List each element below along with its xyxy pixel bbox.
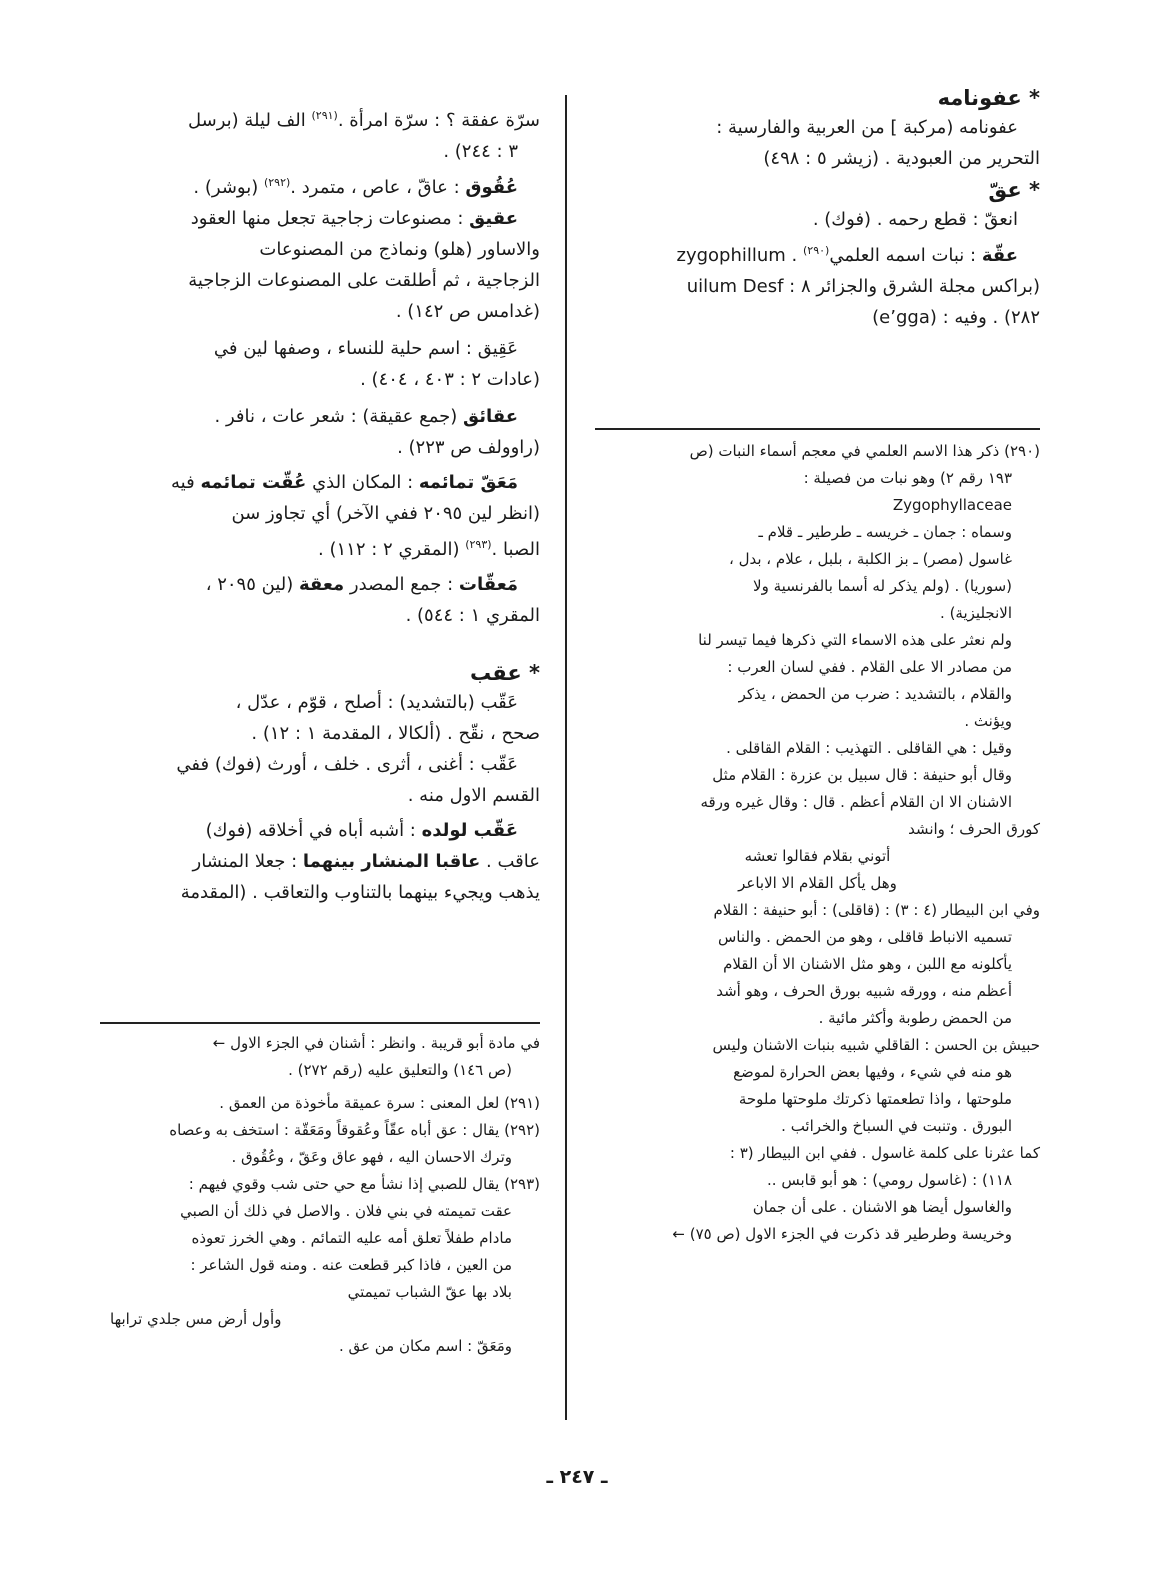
footnote-line: تسميه الانباط قاقلى ، وهو من الحمض . والناس xyxy=(717,928,1012,946)
entry-heading: * عقّ xyxy=(988,178,1040,202)
text-segment: في مادة أبو قريبة . وانظر : أشنان في الجزء الاول xyxy=(230,1034,540,1052)
text-line: عَقّب : أغنى ، أثرى . خلف ، أورث (فوك) ففي xyxy=(176,754,518,775)
text-line: التحرير من العبودية . (زيشر ٥ : ٤٩٨) xyxy=(763,148,1040,169)
footnote-line: هو منه في شيء ، وفيها بعض الحرارة لموضع xyxy=(733,1063,1012,1081)
footnote-line: ١١٨) : (غاسول رومي) : هو أبو قابس .. xyxy=(767,1171,1012,1189)
text-line: القسم الاول منه . xyxy=(407,785,540,806)
footnote-line: من مصادر الا على القلام . ففي لسان العرب : xyxy=(727,658,1012,676)
text-segment: سرّة عفقة ؟ : سرّة امرأة . xyxy=(337,110,540,131)
footnote-line: كورق الحرف ؛ وانشد xyxy=(908,820,1040,838)
footnote-line: البورق . وتنبت في السباخ والخرائب . xyxy=(781,1117,1012,1135)
footnote-line: (٢٩٠) ذكر هذا الاسم العلمي في معجم أسماء النبات (ص xyxy=(689,442,1040,460)
entry-heading: * عقب xyxy=(470,661,540,685)
footnote-line: وترك الاحسان اليه ، فهو عاق وعَقّ ، وعُقُوق . xyxy=(231,1148,512,1166)
right-footnotes xyxy=(595,438,1040,1248)
text-line xyxy=(590,271,1040,302)
text-segment: الف ليلة (برسل xyxy=(188,110,312,131)
footnote-line: (سوريا) . (ولم يذكر له أسما بالفرنسية ولا xyxy=(753,577,1012,595)
headword: مَعقّات xyxy=(458,574,518,595)
footnote-line: (٢٩٢) يقال : عق أباه عقّاً وعُقوقاً ومَعَقّة : استخف به وعصاه xyxy=(169,1121,540,1139)
text-line: والاساور (هلو) ونماذج من المصنوعات xyxy=(259,239,540,260)
headword: عَقّب لولده xyxy=(421,820,518,841)
footnote-line: (ص ١٤٦) والتعليق عليه (رقم ٢٧٢) . xyxy=(288,1061,512,1079)
page-number: ـ ٢٤٧ ـ xyxy=(546,1466,608,1488)
latin-term: (e’gga) xyxy=(872,307,937,328)
footnote-line: وسماه : جمان ـ خريسه ـ طرطير ـ قلام ـ xyxy=(758,523,1012,541)
text-line: يذهب ويجيء بينهما بالتناوب والتعاقب . (المقدمة xyxy=(180,882,540,903)
footnote-line: والقلام ، بالتشديد : ضرب من الحمض ، يذكر xyxy=(738,685,1012,703)
text-line: الزجاجية ، ثم أطلقت على المصنوعات الزجاجية xyxy=(188,270,540,291)
footnote-separator-left xyxy=(100,1022,540,1024)
footnote-line: الانجليزية) . xyxy=(940,604,1012,622)
text-segment: عاقب . xyxy=(480,851,540,872)
footnote-line: والغاسول أيضا هو الاشنان . على أن جمان xyxy=(752,1198,1012,1216)
left-column xyxy=(95,100,540,908)
footnote-line: ١٩٣ رقم ٢) وهو نبات من فصيلة : xyxy=(803,469,1012,487)
footnote-line: أعظم منه ، وورقه شبيه بورق الحرف ، وهو أشد xyxy=(716,982,1012,1000)
text-line xyxy=(95,815,540,846)
text-line xyxy=(95,401,540,432)
footnote-marker: (٢٩١) xyxy=(311,109,338,122)
text-segment: : نبات اسمه العلمي xyxy=(829,245,982,266)
footnote-marker: (٢٩٣) xyxy=(465,538,492,551)
text-line: (عادات ٢ : ٤٠٣ ، ٤٠٤) . xyxy=(360,369,540,390)
right-column xyxy=(590,82,1040,333)
text-line xyxy=(95,569,540,600)
text-segment: وخريسة وطرطير قد ذكرت في الجزء الاول (ص ٧٥) xyxy=(689,1225,1012,1243)
arrow-icon: ← xyxy=(212,1034,226,1052)
text-segment: : مصنوعات زجاجية تجعل منها العقود xyxy=(190,208,470,229)
text-line xyxy=(95,167,540,203)
text-line: (راوولف ص ٢٢٣) . xyxy=(397,437,540,458)
footnote-line: (٢٩٣) يقال للصبي إذا نشأ مع حي حتى شب وقوي فيهم : xyxy=(188,1175,540,1193)
headword: عقائق xyxy=(463,406,518,427)
text-line: عَقّب (بالتشديد) : أصلح ، قوّم ، عدّل ، xyxy=(235,692,518,713)
footnote-line xyxy=(100,1030,540,1057)
column-divider xyxy=(565,95,567,1420)
footnote-line: ومَعَقّ : اسم مكان من عق . xyxy=(339,1337,512,1355)
footnote-line: وقيل : هي القاقلى . التهذيب : القلام القاقلى . xyxy=(726,739,1012,757)
text-segment: : أشبه أباه في أخلاقه (فوك) xyxy=(205,820,422,841)
footnote-line: (٢٩١) لعل المعنى : سرة عميقة مأخوذة من العمق . xyxy=(219,1094,540,1112)
text-line: المقري ١ : ٥٤٤) . xyxy=(405,605,540,626)
left-footnotes xyxy=(100,1030,540,1360)
footnote-separator-right xyxy=(595,428,1040,430)
text-segment: (بوشر) . xyxy=(193,177,264,198)
text-segment: فيه xyxy=(171,472,201,493)
text-line xyxy=(590,302,1040,333)
headword: عقيق xyxy=(469,208,518,229)
text-segment: : جمع المصدر xyxy=(344,574,459,595)
headword: عاقبا المنشار بينهما xyxy=(302,851,481,872)
text-segment: (المقري ٢ : ١١٢) . xyxy=(318,539,466,560)
latin-term: zygophillum . xyxy=(676,245,798,266)
arrow-icon: ← xyxy=(672,1225,685,1243)
verse-line: أتوني بقلام فقالوا تعشه xyxy=(744,847,891,865)
footnote-line: حبيش بن الحسن : القاقلي شبيه بنبات الاشنان وليس xyxy=(712,1036,1040,1054)
footnote-line: ويؤنث . xyxy=(964,712,1012,730)
latin-term: Zygophyllaceae xyxy=(892,496,1012,514)
footnote-line: وفي ابن البيطار (٤ : ٣) : (قاقلى) : أبو حنيفة : القلام xyxy=(713,901,1040,919)
footnote-line: غاسول (مصر) ـ بز الكلبة ، بلبل ، علام ، بدل ، xyxy=(728,550,1012,568)
footnote-line xyxy=(595,1221,1040,1248)
text-segment: : جعلا المنشار xyxy=(192,851,303,872)
text-segment: (لين ٢٠٩٥ ، xyxy=(205,574,299,595)
headword: معقة xyxy=(298,574,345,595)
headword: عقّة xyxy=(981,245,1018,266)
entry-heading: * عفونامه xyxy=(937,86,1040,110)
footnote-line: كما عثرنا على كلمة غاسول . ففي ابن البيطار (٣ : xyxy=(729,1144,1040,1162)
text-segment: : عاقّ ، عاص ، متمرد . xyxy=(290,177,466,198)
verse-line: وأول أرض مس جلدي ترابها xyxy=(110,1310,282,1328)
verse-line: بلاد بها عقّ الشباب تميمتي xyxy=(347,1283,512,1301)
text-segment: ٢٨٢) . وفيه : xyxy=(942,307,1040,328)
footnote-marker: (٢٩٢) xyxy=(263,176,291,189)
text-segment: (جمع عقيقة) : شعر عات ، نافر . xyxy=(214,406,463,427)
text-segment: (براكس مجلة الشرق والجزائر ٨ : xyxy=(789,276,1040,297)
text-line xyxy=(95,203,540,234)
headword: عُقّت تمائمه xyxy=(200,472,307,493)
footnote-line: وقال أبو حنيفة : قال سبيل بن عزرة : القلام مثل xyxy=(712,766,1012,784)
footnote-line: الاشنان الا ان القلام أعظم . قال : وقال غيره ورقه xyxy=(700,793,1012,811)
footnote-line: يأكلونه مع اللبن ، وهو مثل الاشنان الا أن القلام xyxy=(723,955,1012,973)
footnote-line: عقت تميمته في بني فلان . والاصل في ذلك أن الصبي xyxy=(180,1202,512,1220)
footnote-marker: (٢٩٠) xyxy=(803,244,830,257)
text-line xyxy=(95,846,540,877)
headword: مَعَقّ تمائمه xyxy=(418,472,518,493)
text-line: ٣ : ٢٤٤) . xyxy=(443,141,518,162)
footnote-line: مادام طفلاً تعلق أمه عليه التمائم . وهي الخرز تعوذه xyxy=(191,1229,512,1247)
text-line xyxy=(95,100,540,136)
footnote-line: من الحمض رطوبة وأكثر مائية . xyxy=(818,1009,1012,1027)
text-line: صحح ، نقّح . (ألكالا ، المقدمة ١ : ١٢) . xyxy=(251,723,540,744)
text-segment: الصبا . xyxy=(491,539,540,560)
footnote-line: من العين ، فاذا كبر قطعت عنه . ومنه قول الشاعر : xyxy=(190,1256,512,1274)
text-line xyxy=(590,235,1040,271)
latin-term: uilum Desf xyxy=(686,276,784,297)
text-line: عفونامه (مركبة ] من العربية والفارسية : xyxy=(716,117,1018,138)
footnote-line: ولم نعثر على هذه الاسماء التي ذكرها فيما تيسر لنا xyxy=(698,631,1012,649)
text-line: انعقّ : قطع رحمه . (فوك) . xyxy=(812,209,1018,230)
verse-line: وهل يأكل القلام الا الاباعر xyxy=(738,874,897,892)
text-line xyxy=(95,467,540,498)
footnote-line: ملوحتها ، واذا تطعمتها ذكرتك ملوحتها ملوحة xyxy=(738,1090,1012,1108)
text-line xyxy=(95,529,540,565)
text-line: (غدامس ص ١٤٢) . xyxy=(395,301,540,322)
text-line: عَقِيق : اسم حلية للنساء ، وصفها لين في xyxy=(213,338,518,359)
text-segment: : المكان الذي xyxy=(306,472,419,493)
headword: عُقُوق xyxy=(465,177,518,198)
text-line: (انظر لين ٢٠٩٥ ففي الآخر) أي تجاوز سن xyxy=(231,503,540,524)
